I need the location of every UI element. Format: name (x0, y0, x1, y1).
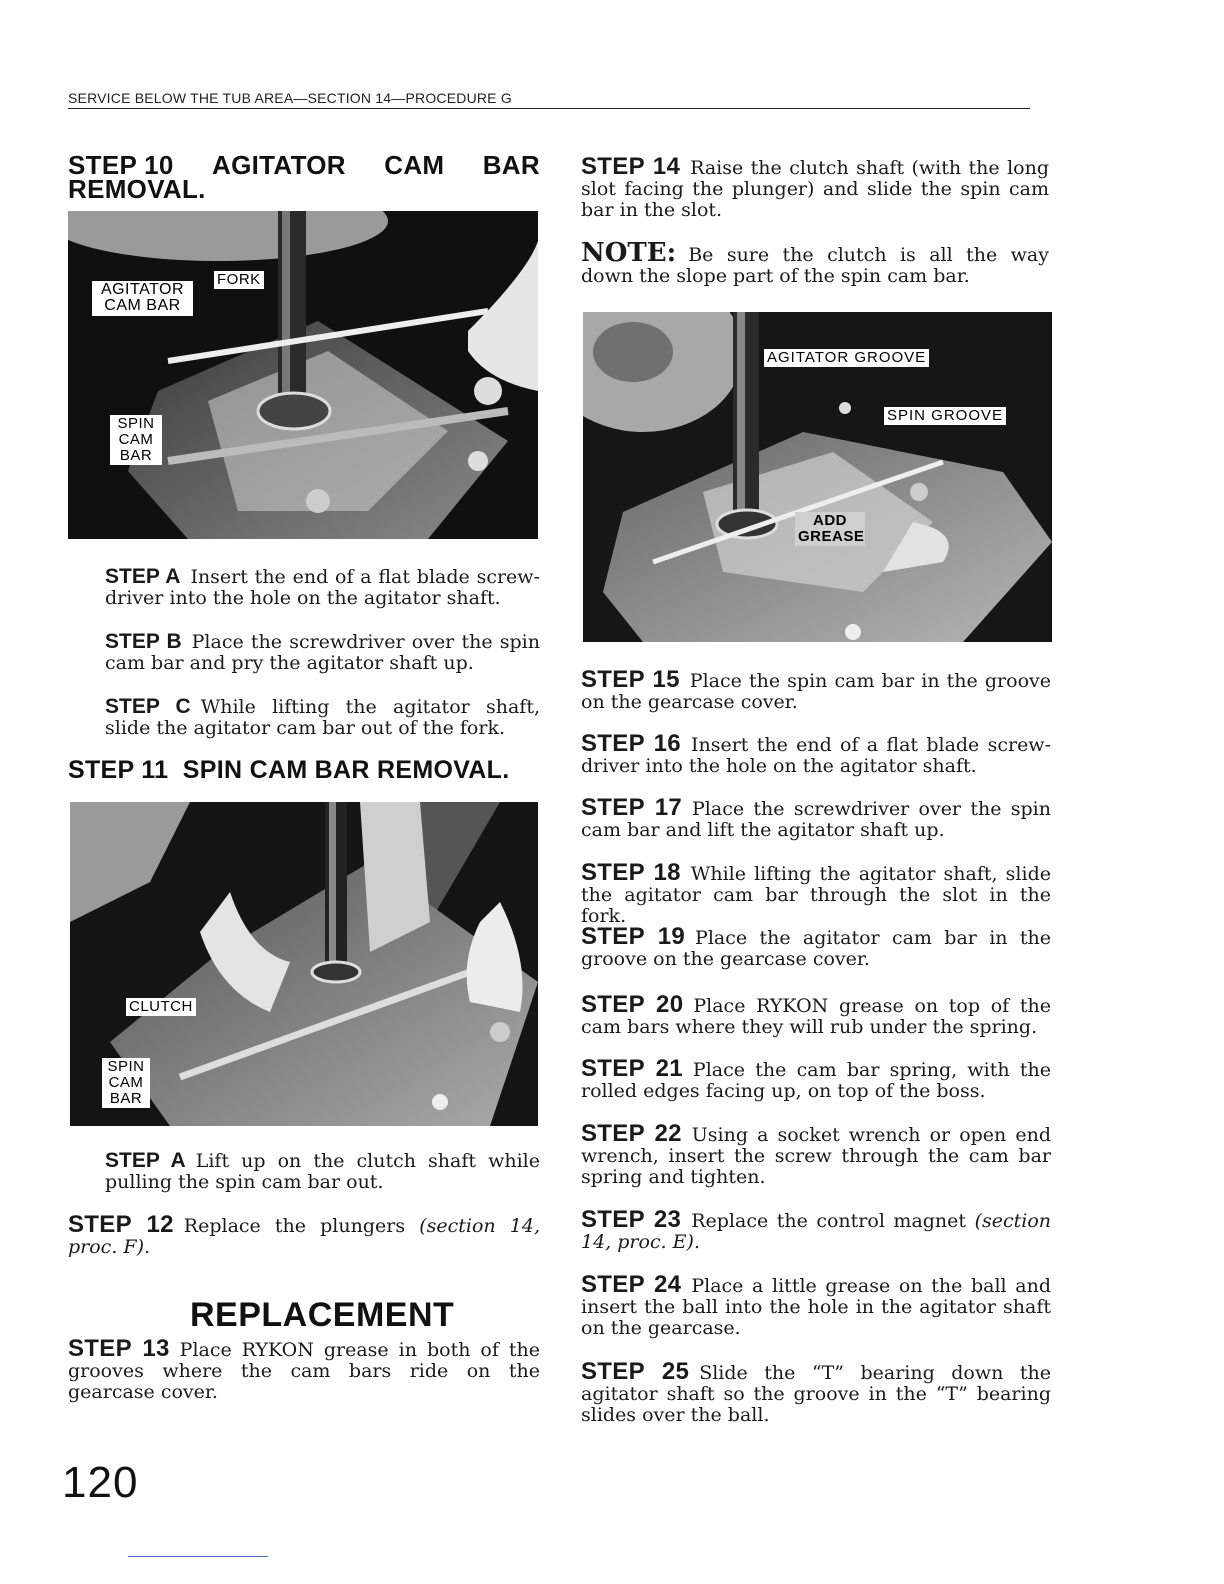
step-c-paragraph: STEP C While lifting the agitator shaft, slide the agitator cam bar out of the fork. (105, 695, 540, 739)
step-18-paragraph: STEP 18 While lifting the agitator shaft, slide the agitator cam bar through the slot in the fork. (581, 859, 1051, 927)
step-12-paragraph: STEP 12 Replace the plungers (section 14, proc. F). (68, 1211, 540, 1258)
step-17-paragraph: STEP 17 Place the screwdriver over the spin cam bar and lift the agitator shaft up. (581, 794, 1051, 841)
label-add-grease: ADD GREASE (795, 512, 865, 546)
replacement-heading: REPLACEMENT (190, 1296, 455, 1334)
photo-spin-cam-bar (70, 802, 538, 1126)
note-paragraph: NOTE: Be sure the clutch is all the way down the slope part of the spin cam bar. (581, 238, 1049, 287)
step-16-paragraph: STEP 16 Insert the end of a flat blade screw-driver into the hole on the agitator shaft. (581, 730, 1051, 777)
step-15-paragraph: STEP 15 Place the spin cam bar in the groove on the gearcase cover. (581, 666, 1051, 713)
step-25-paragraph: STEP 25 Slide the “T” bearing down the agitator shaft so the groove in the “T” bearing slides over the ball. (581, 1358, 1051, 1426)
page-number: 120 (62, 1458, 139, 1507)
step-21-paragraph: STEP 21 Place the cam bar spring, with the rolled edges facing up, on top of the boss. (581, 1055, 1051, 1102)
label-clutch: CLUTCH (126, 998, 196, 1016)
step-11-title: STEP 11 SPIN CAM BAR REMOVAL. (68, 756, 510, 784)
footer-rule (128, 1556, 268, 1557)
label-spin-groove: SPIN GROOVE (884, 407, 1006, 425)
step-a-paragraph: STEP A Insert the end of a flat blade screw-driver into the hole on the agitator shaft. (105, 565, 540, 609)
label-spin-cam-bar: SPIN CAM BAR (110, 415, 162, 465)
step-22-paragraph: STEP 22 Using a socket wrench or open end wrench, insert the screw through the cam bar spring and tighten. (581, 1120, 1051, 1188)
label-agitator-groove: AGITATOR GROOVE (764, 349, 929, 367)
label-agitator-cam-bar: AGITATOR CAM BAR (92, 281, 193, 316)
step-a-2-paragraph: STEP A Lift up on the clutch shaft while pulling the spin cam bar out. (105, 1149, 540, 1193)
step-13-paragraph: STEP 13 Place RYKON grease in both of the grooves where the cam bars ride on the gearcase cover. (68, 1335, 540, 1403)
step-10-title: STEP 10 AGITATOR CAM BAR REMOVAL. (68, 150, 540, 204)
label-fork: FORK (214, 271, 264, 289)
photo-1-illustration (68, 211, 538, 539)
photo-agitator-cam-bar (68, 211, 538, 539)
label-spin-cam-bar-2: SPIN CAM BAR (102, 1058, 150, 1108)
step-23-paragraph: STEP 23 Replace the control magnet (section 14, proc. E). (581, 1206, 1052, 1253)
step-24-paragraph: STEP 24 Place a little grease on the ball and insert the ball into the hole in the agitator shaft on the gearcase. (581, 1271, 1051, 1339)
photo-grooves (583, 312, 1052, 642)
step-19-paragraph: STEP 19 Place the agitator cam bar in the groove on the gearcase cover. (581, 923, 1051, 970)
running-header: SERVICE BELOW THE TUB AREA—SECTION 14—PROCEDURE G (68, 90, 1030, 109)
step-b-paragraph: STEP B Place the screwdriver over the spin cam bar and pry the agitator shaft up. (105, 630, 540, 674)
step-14-paragraph: STEP 14 Raise the clutch shaft (with the long slot facing the plunger) and slide the spin cam bar in the slot. (581, 153, 1049, 221)
step-20-paragraph: STEP 20 Place RYKON grease on top of the cam bars where they will rub under the spring. (581, 991, 1051, 1038)
